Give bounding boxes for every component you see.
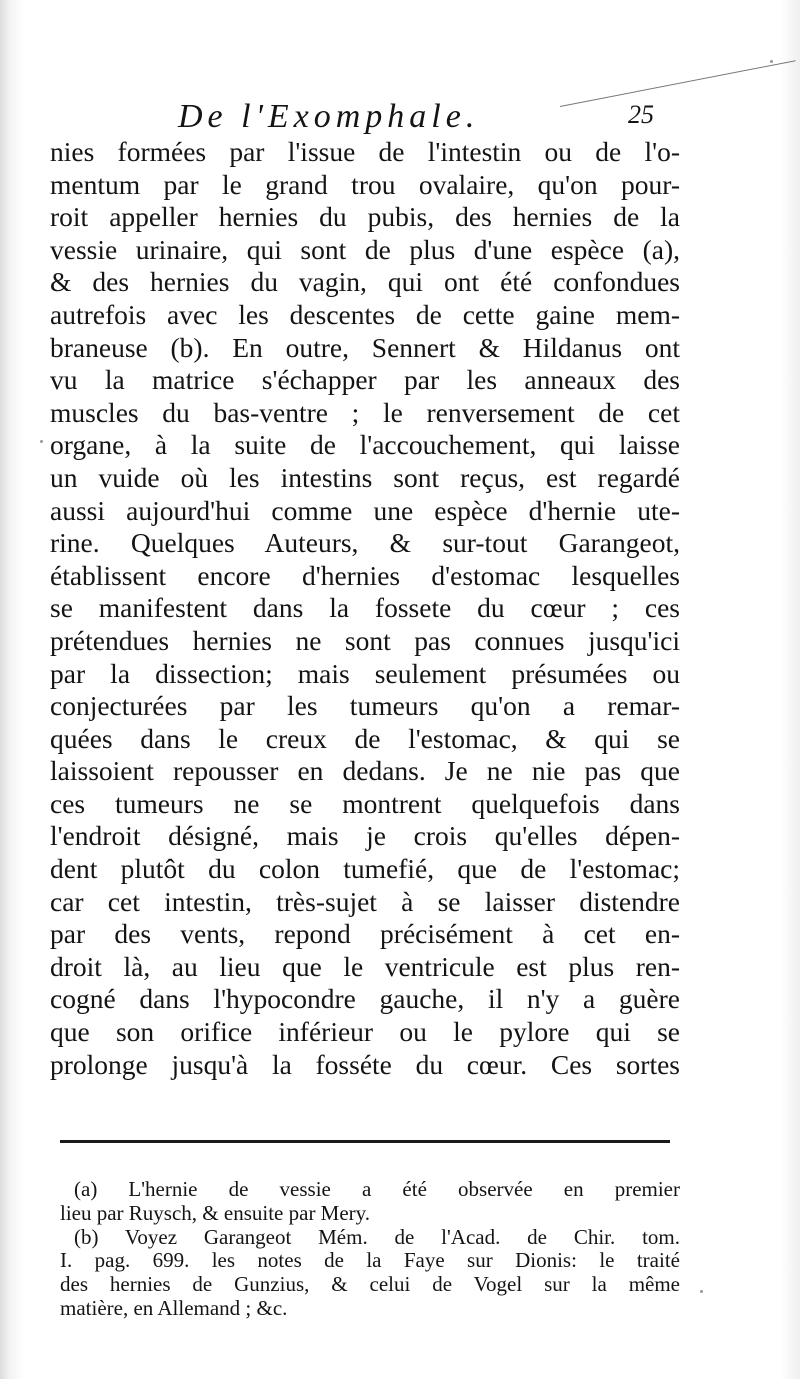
text-line: l'endroit désigné, mais je crois qu'elles dépen-	[50, 820, 680, 852]
text-line: droit là, au lieu que le ventricule est plus ren-	[50, 950, 680, 982]
text-line: vessie urinaire, qui sont de plus d'une espèce (a),	[50, 233, 680, 265]
text-line: laissoient repousser en dedans. Je ne nie pas que	[50, 755, 680, 787]
text-line: nies formées par l'issue de l'intestin ou de l'o-	[50, 136, 680, 167]
text-line: un vuide où les intestins sont reçus, est regardé	[50, 461, 680, 493]
paper-speck	[770, 60, 773, 63]
text-line: autrefois avec les descentes de cette gaine mem-	[50, 298, 680, 330]
body-text	[50, 136, 680, 1081]
text-line: se manifestent dans la fossete du cœur ; ces	[50, 592, 680, 624]
footnote-line: matière, en Allemand ; &c.	[60, 1296, 288, 1320]
text-line: établissent encore d'hernies d'estomac lesquelles	[50, 559, 680, 591]
footnote-rule	[60, 1140, 670, 1143]
text-line: car cet intestin, très-sujet à se laisser distendre	[50, 885, 680, 917]
text-line: mentum par le grand trou ovalaire, qu'on pour-	[50, 168, 680, 200]
text-line: aussi aujourd'hui comme une espèce d'hernie ute-	[50, 494, 680, 526]
text-line: braneuse (b). En outre, Sennert & Hildanus ont	[50, 331, 680, 363]
text-line: vu la matrice s'échapper par les anneaux des	[50, 364, 680, 396]
text-line: que son orifice inférieur ou le pylore qui se	[50, 1016, 680, 1048]
footnote-line: des hernies de Gunzius, & celui de Vogel sur la même	[60, 1273, 680, 1297]
text-line: & des hernies du vagin, qui ont été confondues	[50, 266, 680, 298]
text-line: roit appeller hernies du pubis, des hernies de la	[50, 201, 680, 233]
page-number: 25	[628, 100, 654, 129]
text-line: quées dans le creux de l'estomac, & qui se	[50, 722, 680, 754]
text-line: par la dissection; mais seulement présumées ou	[50, 657, 680, 689]
paper-speck	[40, 440, 43, 443]
footnote-line: (a) L'hernie de vessie a été observée en premier	[74, 1178, 680, 1201]
text-line: rine. Quelques Auteurs, & sur-tout Garangeot,	[50, 527, 680, 559]
running-title: De l'Exomphale.	[178, 98, 480, 135]
paper-speck	[700, 1290, 703, 1293]
text-line: prolonge jusqu'à la fosséte du cœur. Ces sortes	[50, 1048, 680, 1080]
text-line: conjecturées par les tumeurs qu'on a remar-	[50, 690, 680, 722]
text-line: cogné dans l'hypocondre gauche, il n'y a guère	[50, 983, 680, 1015]
text-line: organe, à la suite de l'accouchement, qui laisse	[50, 429, 680, 461]
footnotes	[60, 1178, 680, 1321]
footnote-line: I. pag. 699. les notes de la Faye sur Dionis: le traité	[60, 1249, 680, 1273]
text-line: muscles du bas-ventre ; le renversement de cet	[50, 396, 680, 428]
text-line: prétendues hernies ne sont pas connues jusqu'ici	[50, 624, 680, 656]
text-line: par des vents, repond précisément à cet en-	[50, 918, 680, 950]
text-line: dent plutôt du colon tumefié, que de l'estomac;	[50, 853, 680, 885]
footnote-line: (b) Voyez Garangeot Mém. de l'Acad. de Chir. tom.	[74, 1225, 680, 1249]
text-line: ces tumeurs ne se montrent quelquefois dans	[50, 787, 680, 819]
footnote-line: lieu par Ruysch, & ensuite par Mery.	[60, 1201, 371, 1225]
